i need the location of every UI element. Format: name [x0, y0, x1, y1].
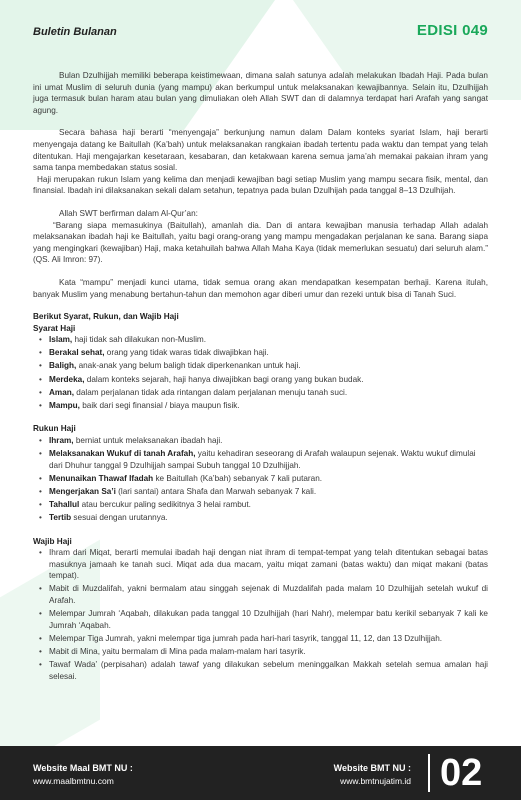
list-item: • Aman, dalam perjalanan tidak ada rintangan dalam perjalanan menuju tanah suci. — [37, 387, 488, 399]
list-item: • Ihram, berniat untuk melaksanakan ibadah haji. — [37, 435, 488, 447]
section-title-syarat: Syarat Haji — [33, 323, 76, 333]
list-item: • Menunaikan Thawaf Ifadah ke Baitullah (Ka’bah) sebanyak 7 kali putaran. — [37, 473, 488, 485]
list-item: • Mengerjakan Sa’i (lari santai) antara Shafa dan Marwah sebanyak 7 kali. — [37, 486, 488, 498]
paragraph-definition: Secara bahasa haji berarti “menyengaja” berkunjung namun dalam Dalam konteks syariat Islam, haji berarti menyengaja datang ke Baitullah (Ka’bah) untuk melaksanakan rangkaian ibadah tertentu pada waktu dan tempat yang telah ditentukan. Haji mengajarkan kesetaraan, kesabaran, dan ketakwaan karena semua jama’ah memakai pakaian ihram yang sama tanpa membedakan status sosial. — [33, 128, 488, 173]
list-item: • Ihram dari Miqat, berarti memulai ibadah haji dengan niat ihram di tempat-tempat yang telah ditentukan sebagai batas masuknya jamaah ke tanah suci. Miqat ada dua macam, yaitu miqat zamani (batas waktu) dan miqat makani (batas tempat). — [37, 547, 488, 582]
list-item: • Melempar Jumrah ‘Aqabah, dilakukan pada tanggal 10 Dzulhijjah (hari Nahr), melempar batu kerikil sebanyak 7 kali ke Jumrah ‘Aqabah. — [37, 608, 488, 631]
quran-quote: “Barang siapa memasukinya (Baitullah), amanlah dia. Dan di antara kewajiban manusia terhadap Allah adalah melaksanakan ibadah haji ke Baitullah, yaitu bagi orang-orang yang mampu mengadakan perjalanan ke sana. Barang siapa yang mengingkari (kewajiban) Haji, maka ketahuilah bahwa Allah Maha Kaya (tidak memerlukan sesuatu) dari seluruh alam.” (QS. Ali Imron: 97). — [33, 220, 488, 265]
paragraph-intro: Bulan Dzulhijjah memiliki beberapa keistimewaan, dimana salah satunya adalah melakukan Ibadah Haji. Pada bulan ini umat Muslim di seluruh dunia (yang mampu) akan berkumpul untuk melaksanakan kewajibannya. Selain itu, Dzulhijjah juga termasuk bulan haram atau bulan yang dimuliakan oleh Allah SWT dan di dalamnya terdapat hari Arafah yang sangat agung. — [33, 71, 488, 115]
syarat-list — [37, 334, 488, 411]
page-footer — [0, 746, 521, 800]
page-header — [0, 0, 521, 56]
footer-maal-url[interactable]: www.maalbmtnu.com — [33, 776, 114, 786]
edition-label: EDISI 049 — [416, 22, 488, 39]
list-item: • Mabit di Mina, yaitu bermalam di Mina pada malam-malam hari tasyrik. — [37, 646, 488, 658]
list-item: • Baligh, anak-anak yang belum baligh tidak diperkenankan untuk haji. — [37, 360, 488, 372]
list-item: • Merdeka, dalam konteks sejarah, haji hanya diwajibkan bagi orang yang bukan budak. — [37, 374, 488, 386]
list-item: • Melempar Tiga Jumrah, yakni melempar tiga jumrah pada hari-hari tasyrik, tanggal 11, 12, dan 13 Dzulhijjah. — [37, 633, 488, 645]
section-title-wajib: Wajib Haji — [33, 536, 72, 546]
section-main-title: Berikut Syarat, Rukun, dan Wajib Haji — [33, 312, 179, 322]
footer-maal-label: Website Maal BMT NU : — [33, 763, 133, 773]
list-item: • Mabit di Muzdalifah, yakni bermalam atau singgah sejenak di Muzdalifah pada malam 10 Dzulhijjah setelah wukuf di Arafah. — [37, 583, 488, 606]
footer-bmt-url[interactable]: www.bmtnujatim.id — [340, 776, 411, 786]
list-item: • Tertib sesuai dengan urutannya. — [37, 512, 488, 524]
list-item: • Mampu, baik dari segi finansial / biaya maupun fisik. — [37, 400, 488, 412]
wajib-list — [37, 547, 488, 682]
page-number: 02 — [440, 752, 483, 794]
article-body — [33, 70, 488, 694]
list-item: • Islam, haji tidak sah dilakukan non-Muslim. — [37, 334, 488, 346]
list-item: • Melaksanakan Wukuf di tanah Arafah, yaitu kehadiran seseorang di Arafah walaupun sejenak. Waktu wukuf dimulai dari Dhuhur tanggal 9 Dzulhijjah sampai Subuh tanggal 10 Dzulhijjah. — [37, 448, 488, 471]
bulletin-title: Buletin Bulanan — [33, 26, 117, 38]
footer-divider — [428, 754, 430, 792]
paragraph-mampu: Kata “mampu” menjadi kunci utama, tidak semua orang akan mendapatkan kesempatan berhaji. Karena itulah, banyak Muslim yang menabung bertahun-tahun dan memohon agar diberi umur dan rezeki untuk bisa di Tanah Suci. — [33, 277, 488, 299]
footer-bmt-label: Website BMT NU : — [333, 763, 411, 773]
section-title-rukun: Rukun Haji — [33, 424, 76, 434]
list-item: • Tahallul atau bercukur paling sedikitnya 3 helai rambut. — [37, 499, 488, 511]
list-item: • Tawaf Wada’ (perpisahan) adalah tawaf yang dilakukan sebelum meninggalkan Makkah setelah semua amalan haji selesai. — [37, 659, 488, 682]
paragraph-quran-intro: Allah SWT berfirman dalam Al-Qur’an: — [59, 208, 198, 218]
list-item: • Berakal sehat, orang yang tidak waras tidak diwajibkan haji. — [37, 347, 488, 359]
rukun-list — [37, 435, 488, 524]
paragraph-rukun-islam: Haji merupakan rukun Islam yang kelima dan menjadi kewajiban bagi setiap Muslim yang mampu secara fisik, mental, dan finansial. Ibadah ini dilaksanakan sekali dalam setahun, tepatnya pada bulan Dzulhijah pada tanggal 8–13 Dzulhijah. — [33, 174, 488, 196]
